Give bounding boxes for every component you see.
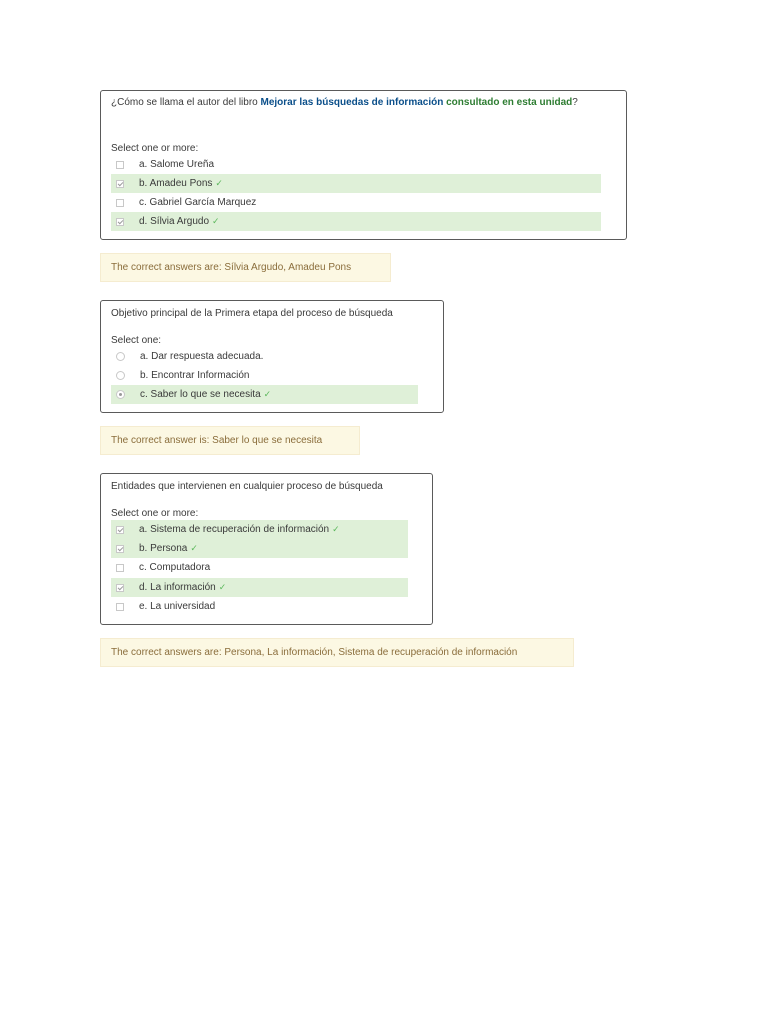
question-2-option-b[interactable] [111, 366, 418, 385]
checkbox[interactable] [116, 180, 124, 188]
option-label: b. Encontrar Información [140, 370, 250, 381]
question-3-card [100, 473, 433, 625]
checkmark-icon: ✓ [190, 543, 198, 553]
question-1-feedback: The correct answers are: Sílvia Argudo, Amadeu Pons [100, 253, 391, 282]
question-3-prompt: Select one or more: [111, 508, 199, 519]
question-2-feedback: The correct answer is: Saber lo que se necesita [100, 426, 360, 455]
question-3-option-e[interactable] [111, 597, 408, 616]
question-1-prompt: Select one or more: [111, 143, 199, 154]
question-2-prompt: Select one: [111, 335, 162, 346]
question-1-card [100, 90, 627, 240]
question-2-text: Objetivo principal de la Primera etapa del proceso de búsqueda [111, 308, 393, 319]
checkbox[interactable] [116, 199, 124, 207]
option-label: c. Gabriel García Marquez [139, 197, 257, 208]
option-label: c. Computadora [139, 562, 211, 573]
checkmark-icon: ✓ [212, 216, 220, 226]
radio-button[interactable] [116, 352, 125, 361]
question-1-text [111, 97, 578, 109]
checkmark-icon: ✓ [215, 178, 223, 188]
checkbox[interactable] [116, 545, 124, 553]
checkmark-icon: ✓ [263, 389, 272, 399]
option-label: d. Sílvia Argudo [139, 216, 210, 227]
option-label: a. Sistema de recuperación de información [139, 524, 330, 535]
option-label: a. Dar respuesta adecuada. [140, 351, 264, 362]
checkbox[interactable] [116, 526, 124, 534]
option-label: e. La universidad [139, 601, 216, 612]
option-label: a. Salome Ureña [139, 159, 215, 170]
checkbox[interactable] [116, 218, 124, 226]
question-1-option-c[interactable] [111, 193, 601, 212]
question-1-book-title: Mejorar las búsquedas de información [260, 97, 444, 108]
radio-button[interactable] [116, 371, 125, 380]
question-2-option-a[interactable] [111, 347, 418, 366]
question-1-text-mid: consultado en esta unidad [443, 97, 573, 108]
checkmark-icon: ✓ [218, 582, 227, 592]
question-3-option-d[interactable] [111, 578, 408, 597]
question-2-card [100, 300, 444, 413]
checkbox[interactable] [116, 603, 124, 611]
question-1-option-a[interactable] [111, 155, 601, 174]
option-label: b. Persona [139, 543, 188, 554]
question-1-text-pre: ¿Cómo se llama el autor del libro [111, 97, 261, 108]
question-3-option-c[interactable] [111, 558, 408, 577]
question-3-text: Entidades que intervienen en cualquier proceso de búsqueda [111, 481, 383, 492]
radio-button[interactable] [116, 390, 125, 399]
option-label: b. Amadeu Pons [139, 178, 213, 189]
question-3-feedback: The correct answers are: Persona, La información, Sistema de recuperación de información [100, 638, 574, 667]
checkbox[interactable] [116, 161, 124, 169]
checkbox[interactable] [116, 564, 124, 572]
question-1-text-end: ? [572, 97, 578, 108]
question-1-option-b[interactable] [111, 174, 601, 193]
question-3-option-a[interactable] [111, 520, 408, 539]
question-2-option-c[interactable] [111, 385, 418, 404]
question-3-option-b[interactable] [111, 539, 408, 558]
checkbox[interactable] [116, 584, 124, 592]
option-label: c. Saber lo que se necesita [140, 389, 261, 400]
question-1-option-d[interactable] [111, 212, 601, 231]
option-label: d. La información [139, 582, 216, 593]
checkmark-icon: ✓ [332, 524, 340, 534]
